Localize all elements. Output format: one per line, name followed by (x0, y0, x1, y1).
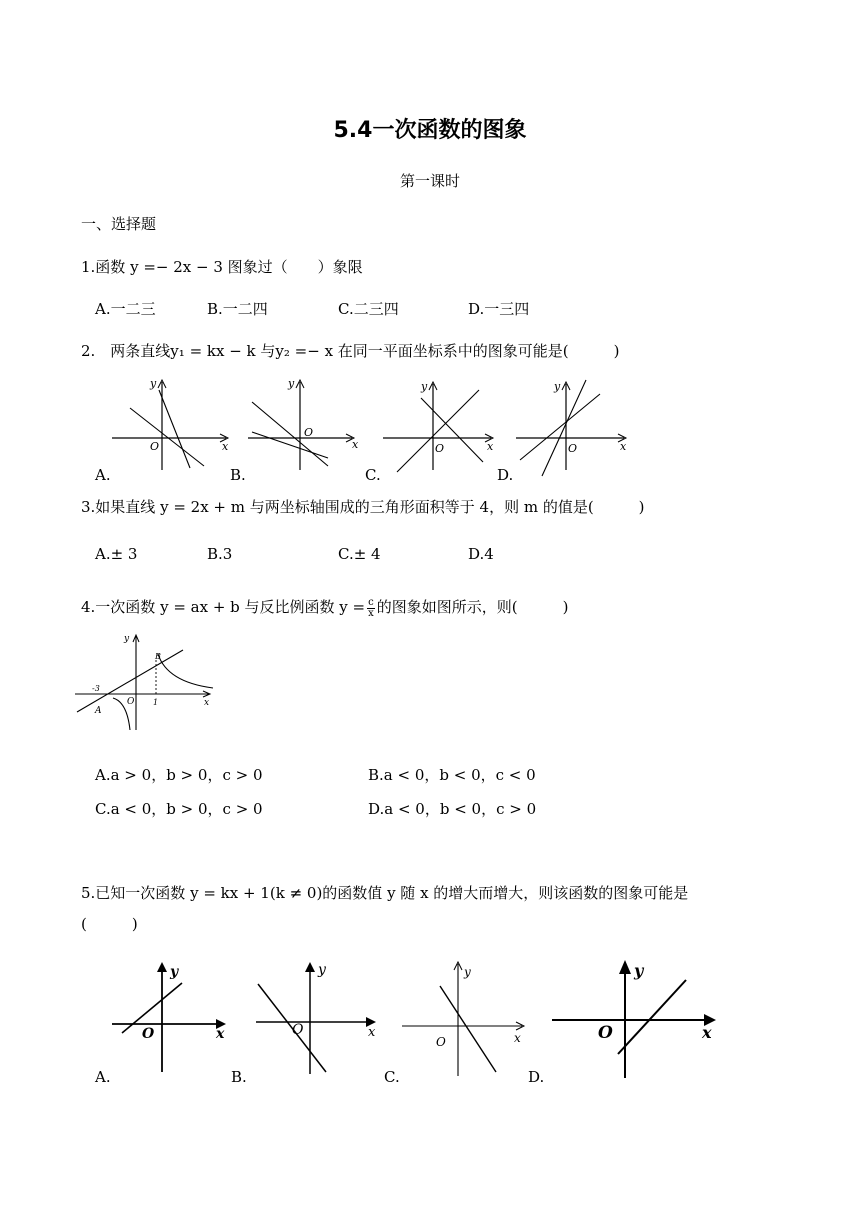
question-2-label-d: D. (497, 466, 514, 484)
question-2-label-b: B. (230, 466, 246, 484)
svg-text:-3: -3 (92, 684, 100, 693)
svg-text:y: y (464, 965, 471, 979)
question-4-stem (81, 596, 568, 619)
question-4-option-a: A.a > 0，b > 0，c > 0 (95, 766, 263, 784)
svg-text:O: O (598, 1023, 613, 1043)
question-2-figure-c (383, 378, 503, 473)
svg-text:O: O (150, 440, 160, 453)
svg-text:O: O (292, 1022, 304, 1038)
question-5-label-d: D. (528, 1068, 545, 1086)
question-1-option-d: D.一三四 (468, 300, 530, 318)
question-3-stem: 3.如果直线 y = 2x + m 与两坐标轴围成的三角形面积等于 4，则 m 的值是( ) (81, 498, 645, 516)
question-1-option-b: B.一二四 (207, 300, 268, 318)
svg-text:O: O (304, 426, 314, 439)
svg-text:y: y (634, 961, 644, 980)
svg-text:O: O (436, 1035, 446, 1049)
question-5-figure-c (402, 958, 532, 1078)
svg-text:y: y (554, 380, 561, 393)
question-3-option-a: A.± 3 (95, 545, 138, 563)
svg-text:B: B (155, 652, 161, 661)
question-2-label-a: A. (95, 466, 111, 484)
svg-text:1: 1 (153, 698, 159, 707)
question-4-stem-after: 的图象如图所示，则( ) (376, 598, 569, 616)
question-5-figure-a (112, 958, 237, 1078)
question-3-option-d: D.4 (468, 545, 494, 563)
question-4-stem-before: 4.一次函数 y = ax + b 与反比例函数 y = (81, 598, 366, 616)
page-title: 5.4一次函数的图象 (333, 118, 527, 143)
question-5-stem-line-1: 5.已知一次函数 y = kx + 1(k ≠ 0)的函数值 y 随 x 的增大而增大，则该函数的图象可能是 (81, 884, 689, 902)
svg-text:x: x (222, 440, 229, 453)
svg-text:O: O (435, 442, 445, 455)
question-4-option-c: C.a < 0，b > 0，c > 0 (95, 800, 263, 818)
question-4-option-b: B.a < 0，b < 0，c < 0 (368, 766, 536, 784)
svg-text:y: y (318, 962, 326, 978)
svg-text:x: x (216, 1026, 225, 1042)
question-5-label-b: B. (231, 1068, 247, 1086)
question-4-option-d: D.a < 0，b < 0，c > 0 (368, 800, 537, 818)
svg-text:x: x (368, 1025, 376, 1040)
svg-text:x: x (204, 698, 210, 708)
question-3-option-b: B.3 (207, 545, 233, 563)
svg-text:x: x (487, 440, 494, 453)
question-1-option-a: A.一二三 (95, 300, 156, 318)
svg-text:O: O (568, 442, 578, 455)
svg-text:y: y (170, 964, 179, 980)
svg-text:y: y (288, 377, 295, 390)
question-5-stem-line-2: ( ) (81, 915, 138, 933)
question-2-figure-a (112, 378, 232, 473)
svg-text:A: A (95, 706, 102, 716)
question-1-option-c: C.二三四 (338, 300, 399, 318)
svg-text:y: y (150, 377, 157, 390)
svg-text:x: x (702, 1023, 712, 1042)
svg-text:x: x (352, 438, 359, 451)
question-5-figure-b (254, 958, 384, 1078)
svg-text:O: O (142, 1026, 155, 1042)
question-5-figure-d (550, 950, 730, 1080)
lesson-subtitle: 第一课时 (399, 172, 460, 190)
svg-text:O: O (127, 697, 135, 707)
svg-text:x: x (514, 1031, 521, 1045)
svg-text:y: y (124, 634, 130, 644)
question-3-option-c: C.± 4 (338, 545, 381, 563)
question-2-figure-d (516, 378, 636, 473)
question-2-label-c: C. (365, 466, 381, 484)
section-heading: 一、选择题 (81, 215, 157, 233)
question-4-graph (75, 632, 220, 732)
fraction-c-over-x: $\frac{c}{x}$ (368, 596, 374, 619)
question-2-stem: 2. 两条直线y₁ = kx − k 与y₂ =− x 在同一平面坐标系中的图象可能是( ) (81, 342, 620, 360)
question-5-label-a: A. (95, 1068, 111, 1086)
question-1-stem: 1.函数 y =− 2x − 3 图象过（ ）象限 (81, 258, 363, 276)
question-2-figure-b (248, 378, 368, 473)
question-5-label-c: C. (384, 1068, 400, 1086)
svg-text:x: x (620, 440, 627, 453)
svg-text:y: y (421, 380, 428, 393)
